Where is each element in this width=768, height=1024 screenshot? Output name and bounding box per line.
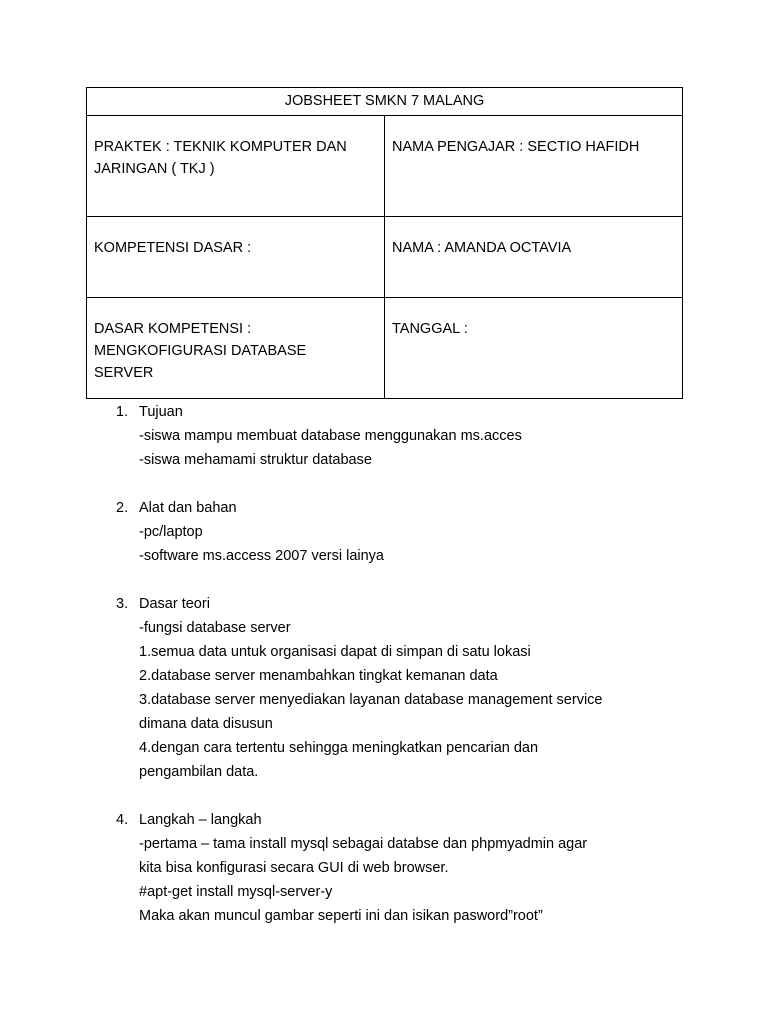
dasar-kompetensi-line-3: SERVER: [94, 365, 154, 381]
section-line: 1.semua data untuk organisasi dapat di simpan di satu lokasi: [139, 644, 531, 660]
jobsheet-title: JOBSHEET SMKN 7 MALANG: [87, 88, 683, 116]
section-heading: Dasar teori: [139, 596, 210, 612]
pengajar-cell: [385, 116, 683, 217]
jobsheet-header-table: [86, 87, 683, 399]
nama-text: NAMA : AMANDA OCTAVIA: [392, 240, 572, 256]
tanggal-cell: [385, 298, 683, 399]
tanggal-text: TANGGAL :: [392, 321, 468, 337]
section-number: 2.: [116, 500, 129, 516]
section-alat-dan-bahan: [116, 496, 716, 568]
section-heading: Langkah – langkah: [139, 812, 262, 828]
section-line: 4.dengan cara tertentu sehingga meningkatkan pencarian dan: [139, 740, 539, 756]
section-line: pengambilan data.: [139, 764, 259, 780]
section-line: -pc/laptop: [139, 524, 203, 540]
section-line: kita bisa konfigurasi secara GUI di web browser.: [139, 860, 449, 876]
section-dasar-teori: [116, 592, 716, 784]
section-number: 1.: [116, 404, 129, 420]
kompetensi-dasar-cell: [87, 217, 385, 298]
section-number: 4.: [116, 812, 129, 828]
section-line: Maka akan muncul gambar seperti ini dan isikan pasword”root”: [139, 908, 543, 924]
section-line: #apt-get install mysql-server-y: [139, 884, 333, 900]
section-line: 3.database server menyediakan layanan database management service: [139, 692, 603, 708]
section-number: 3.: [116, 596, 129, 612]
section-line: -siswa mampu membuat database menggunakan ms.acces: [139, 428, 522, 444]
kompetensi-dasar-text: KOMPETENSI DASAR :: [94, 240, 252, 256]
pengajar-text: NAMA PENGAJAR : SECTIO HAFIDH: [392, 139, 640, 155]
section-langkah-langkah: [116, 808, 716, 928]
praktek-line-1: PRAKTEK : TEKNIK KOMPUTER DAN: [94, 139, 347, 155]
dasar-kompetensi-line-2: MENGKOFIGURASI DATABASE: [94, 343, 307, 359]
section-heading: Tujuan: [139, 404, 183, 420]
dasar-kompetensi-cell: [87, 298, 385, 399]
section-tujuan: [116, 400, 716, 472]
section-line: 2.database server menambahkan tingkat kemanan data: [139, 668, 498, 684]
section-line: -siswa mehamami struktur database: [139, 452, 372, 468]
dasar-kompetensi-line-1: DASAR KOMPETENSI :: [94, 321, 252, 337]
praktek-line-2: JARINGAN ( TKJ ): [94, 161, 215, 177]
nama-cell: [385, 217, 683, 298]
section-line: -fungsi database server: [139, 620, 291, 636]
numbered-content: [116, 400, 716, 952]
section-heading: Alat dan bahan: [139, 500, 237, 516]
section-line: dimana data disusun: [139, 716, 273, 732]
praktek-cell: [87, 116, 385, 217]
section-line: -software ms.access 2007 versi lainya: [139, 548, 384, 564]
section-line: -pertama – tama install mysql sebagai databse dan phpmyadmin agar: [139, 836, 588, 852]
